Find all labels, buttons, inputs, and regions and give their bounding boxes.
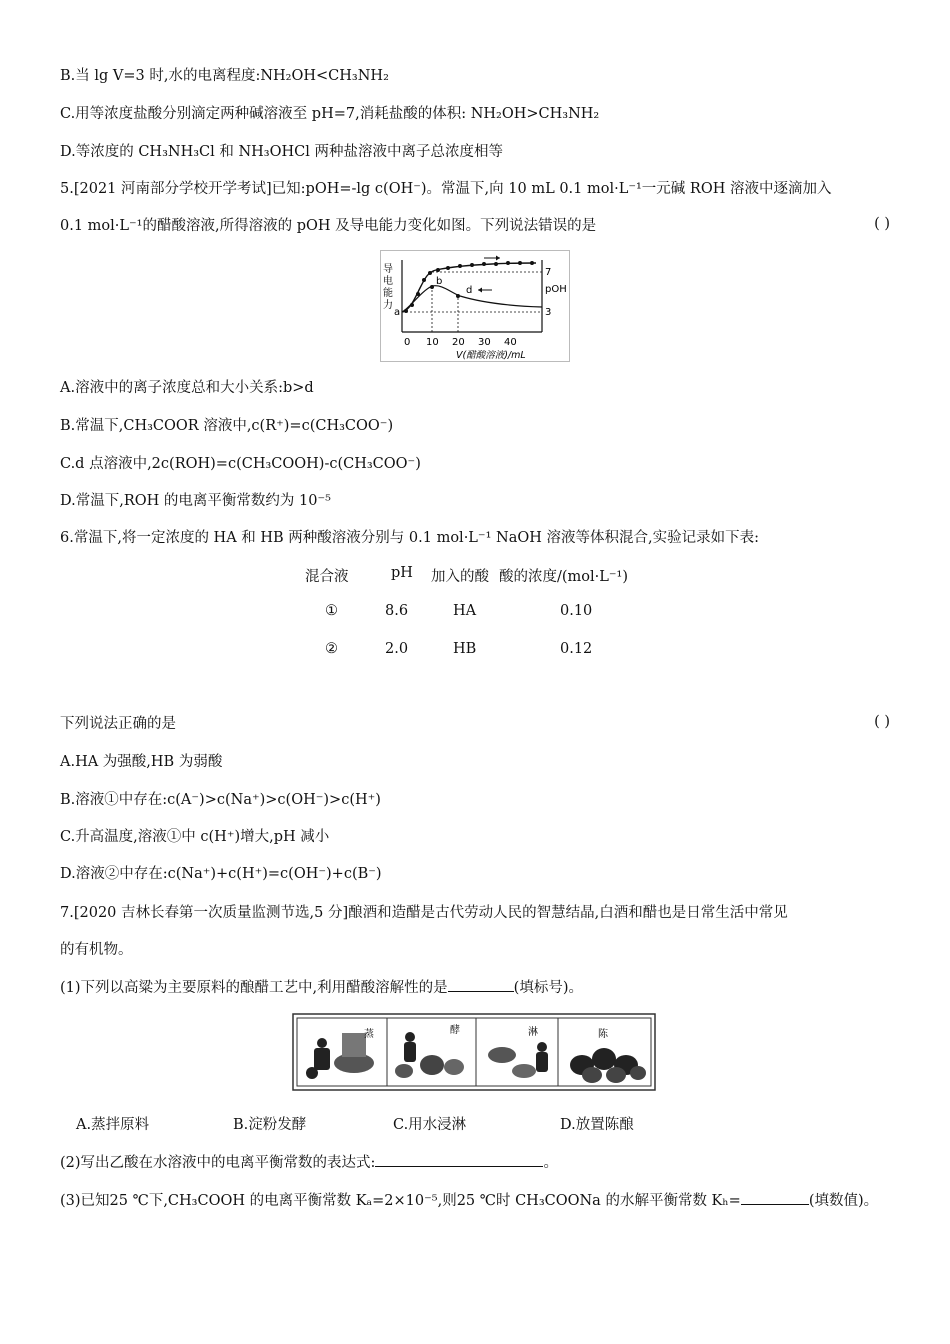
q6-option-a: A.HA 为强酸,HB 为弱酸 <box>60 754 223 770</box>
line-prev-b: B.当 lg V=3 时,水的电离程度:NH₂OH<CH₃NH₂ <box>60 68 389 84</box>
q7-part3-text: (3)已知25 ℃下,CH₃COOH 的电离平衡常数 Kₐ=2×10⁻⁵,则25 ℃时 CH₃COONa 的水解平衡常数 Kₕ= <box>60 1193 741 1209</box>
figure-ylabel-2: 电 <box>383 276 393 287</box>
q5-stem-1: 5.[2021 河南部分学校开学考试]已知:pOH=-lg c(OH⁻)。常温下,向 10 mL 0.1 mol·L⁻¹一元碱 ROH 溶液中逐滴加入 <box>60 181 832 197</box>
table-header-mix: 混合液 <box>305 569 349 585</box>
q7-part3 <box>60 1190 878 1211</box>
table-cell-acid: HA <box>453 603 477 619</box>
table-header-ph: pH <box>391 565 413 581</box>
x-tick-0: 0 <box>404 337 411 348</box>
figure-xlabel: V(醋酸溶液)/mL <box>456 350 526 361</box>
q7-stem-1: 7.[2020 吉林长春第一次质量监测节选,5 分]酿酒和造醋是古代劳动人民的智慧结晶,白酒和醋也是日常生活中常见 <box>60 905 788 921</box>
table-cell-conc: 0.12 <box>560 641 593 657</box>
q7-option-d: D.放置陈酿 <box>560 1117 634 1133</box>
table-cell-ph: 8.6 <box>385 603 409 619</box>
q7-option-a: A.蒸拌原料 <box>76 1117 150 1133</box>
vinegar-process-figure <box>292 1013 656 1091</box>
panel-label-ferment: 酵 <box>450 1025 460 1036</box>
table-cell-conc: 0.10 <box>560 603 593 619</box>
q5-option-d: D.常温下,ROH 的电离平衡常数约为 10⁻⁵ <box>60 493 331 509</box>
q6-option-b: B.溶液①中存在:c(A⁻)>c(Na⁺)>c(OH⁻)>c(H⁺) <box>60 792 381 808</box>
figure-ylabel-1: 导 <box>383 264 393 275</box>
figure-ylabel-3: 能 <box>383 288 393 299</box>
q7-part2-text: (2)写出乙酸在水溶液中的电离平衡常数的表达式: <box>60 1155 376 1171</box>
figure-ylabel-4: 力 <box>383 300 393 311</box>
q5-figure <box>380 250 570 362</box>
q5-option-c: C.d 点溶液中,2c(ROH)=c(CH₃COOH)-c(CH₃COO⁻) <box>60 456 421 472</box>
table-cell-acid: HB <box>453 641 477 657</box>
q7-part1-text: (1)下列以高粱为主要原料的酿醋工艺中,利用醋酸溶解性的是 <box>60 980 448 996</box>
table-cell-mix: ② <box>325 641 338 657</box>
q7-part1-blank[interactable] <box>448 977 514 992</box>
process-svg <box>292 1013 656 1091</box>
x-tick-20: 20 <box>452 337 465 348</box>
q7-option-b: B.淀粉发酵 <box>233 1117 307 1133</box>
panel-label-leach: 淋 <box>528 1027 538 1038</box>
q7-part2-suffix: 。 <box>543 1155 558 1171</box>
q6-option-c: C.升高温度,溶液①中 c(H⁺)增大,pH 减小 <box>60 829 330 845</box>
q7-stem-2: 的有机物。 <box>60 942 133 958</box>
line-prev-c: C.用等浓度盐酸分别滴定两种碱溶液至 pH=7,消耗盐酸的体积: NH₂OH>CH₃NH₂ <box>60 106 600 122</box>
table-cell-mix: ① <box>325 603 338 619</box>
q7-part1-suffix: (填标号)。 <box>513 980 583 996</box>
point-label-a: a <box>394 307 401 318</box>
q7-part1 <box>60 977 583 998</box>
q7-part3-blank[interactable] <box>741 1190 809 1205</box>
right-tick-3: 3 <box>545 307 552 318</box>
x-tick-30: 30 <box>478 337 491 348</box>
q7-option-c: C.用水浸淋 <box>393 1117 467 1133</box>
q6-option-d: D.溶液②中存在:c(Na⁺)+c(H⁺)=c(OH⁻)+c(B⁻) <box>60 866 382 882</box>
panel-label-age: 陈 <box>598 1029 608 1040</box>
q5-option-a: A.溶液中的离子浓度总和大小关系:b>d <box>60 380 314 396</box>
q7-part3-suffix: (填数值)。 <box>808 1193 879 1209</box>
table-header-acid: 加入的酸 <box>431 569 489 585</box>
line-prev-d: D.等浓度的 CH₃NH₃Cl 和 NH₃OHCl 两种盐溶液中离子总浓度相等 <box>60 144 503 160</box>
table-cell-ph: 2.0 <box>385 641 409 657</box>
point-label-b: b <box>436 276 443 287</box>
x-tick-40: 40 <box>504 337 517 348</box>
q6-stem: 6.常温下,将一定浓度的 HA 和 HB 两种酸溶液分别与 0.1 mol·L⁻¹ NaOH 溶液等体积混合,实验记录如下表: <box>60 530 759 546</box>
q5-option-b: B.常温下,CH₃COOR 溶液中,c(R⁺)=c(CH₃COO⁻) <box>60 418 394 434</box>
q5-answer-paren: ( ) <box>874 216 890 232</box>
right-label-poh: pOH <box>545 284 567 295</box>
q7-part2-blank[interactable] <box>375 1152 543 1167</box>
q5-stem-2: 0.1 mol·L⁻¹的醋酸溶液,所得溶液的 pOH 及导电能力变化如图。下列说法错误的是 <box>60 218 597 234</box>
q6-question: 下列说法正确的是 <box>60 716 176 732</box>
q5-figure-svg <box>380 250 570 362</box>
table-header-conc: 酸的浓度/(mol·L⁻¹) <box>499 569 629 585</box>
panel-label-steam: 蒸 <box>364 1029 374 1040</box>
q7-part2 <box>60 1152 558 1173</box>
q6-answer-paren: ( ) <box>874 714 890 730</box>
x-tick-10: 10 <box>426 337 439 348</box>
right-tick-7: 7 <box>545 267 552 278</box>
point-label-d: d <box>466 285 473 296</box>
